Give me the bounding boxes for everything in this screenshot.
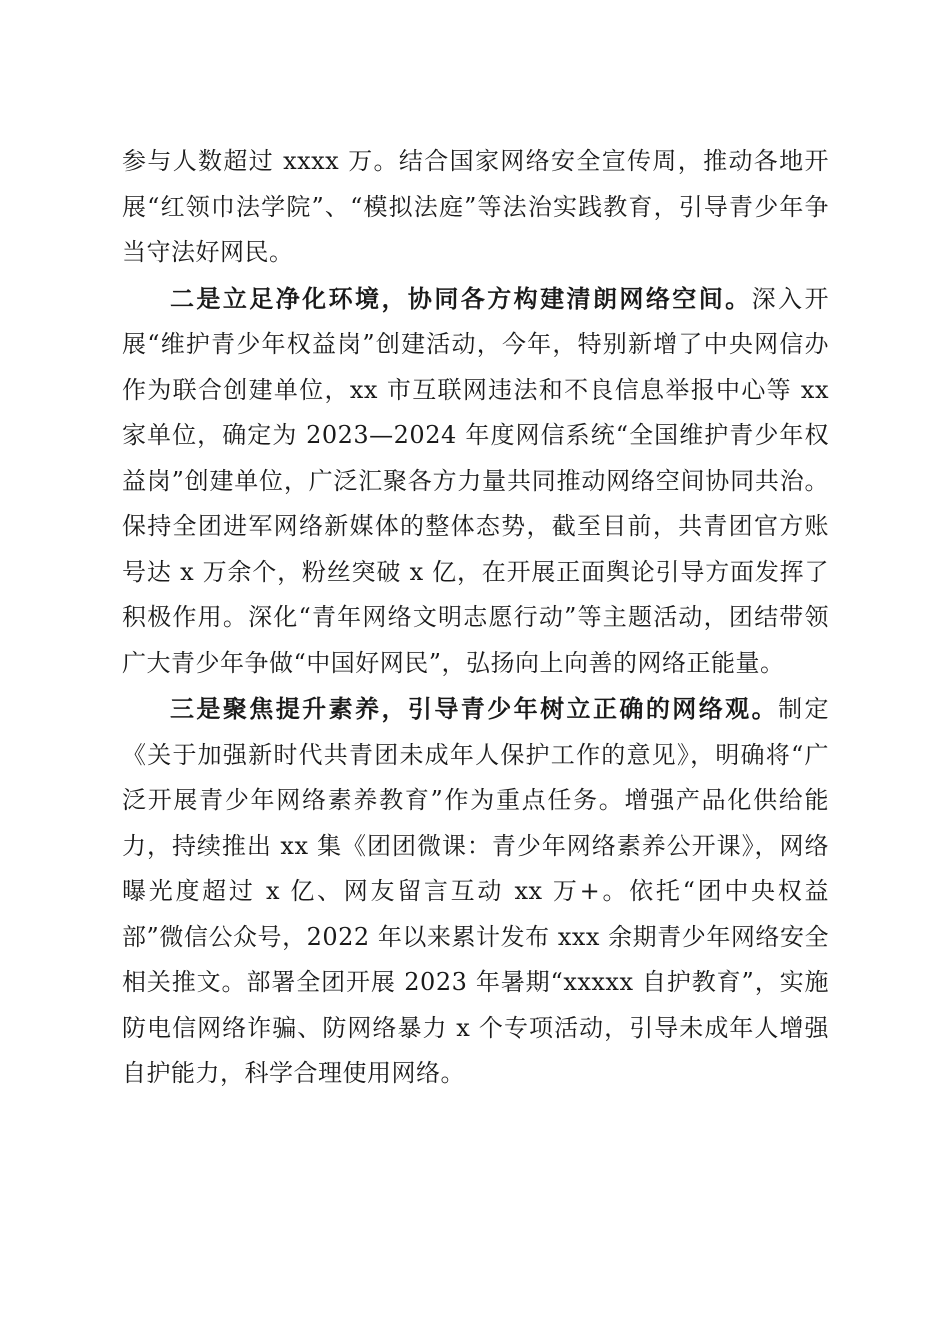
- paragraph-lead-sentence: 二是立足净化环境，协同各方构建清朗网络空间。: [170, 283, 752, 313]
- paragraph-text: 参与人数超过 xxxx 万。结合国家网络安全宣传周，推动各地开展“红领巾法学院”、“模拟法庭”等法治实践教育，引导青少年争当守法好网民。: [122, 147, 829, 266]
- paragraph-continuation: [122, 139, 829, 276]
- paragraph-point-two: [122, 276, 829, 687]
- paragraph-point-three: [122, 686, 829, 1097]
- paragraph-lead-sentence: 三是聚焦提升素养，引导青少年树立正确的网络观。: [170, 694, 779, 723]
- paragraph-text: 深入开展“维护青少年权益岗”创建活动，今年，特别新增了中央网信办作为联合创建单位，xx 市互联网违法和不良信息举报中心等 xx 家单位，确定为 2023—2024 年度网信系统“全国维护青少年权益岗”创建单位，广泛汇聚各方力量共同推动网络空间协同共治。保持全团进军网络新媒体的整体态势，截至目前，共青团官方账号达 x 万余个，粉丝突破 x 亿，在开展正面舆论引导方面发挥了积极作用。深化“青年网络文明志愿行动”等主题活动，团结带领广大青少年争做“中国好网民”，弘扬向上向善的网络正能量。: [122, 284, 829, 677]
- paragraph-text: 制定《关于加强新时代共青团未成年人保护工作的意见》，明确将“广泛开展青少年网络素养教育”作为重点任务。增强产品化供给能力，持续推出 xx 集《团团微课：青少年网络素养公开课》，网络曝光度超过 x 亿、网友留言互动 xx 万+。依托“团中央权益部”微信公众号，2022 年以来累计发布 xxx 余期青少年网络安全相关推文。部署全团开展 2023 年暑期“xxxxx 自护教育”，实施防电信网络诈骗、防网络暴力 x 个专项活动，引导未成年人增强自护能力，科学合理使用网络。: [122, 695, 829, 1087]
- document-body: [122, 139, 829, 1097]
